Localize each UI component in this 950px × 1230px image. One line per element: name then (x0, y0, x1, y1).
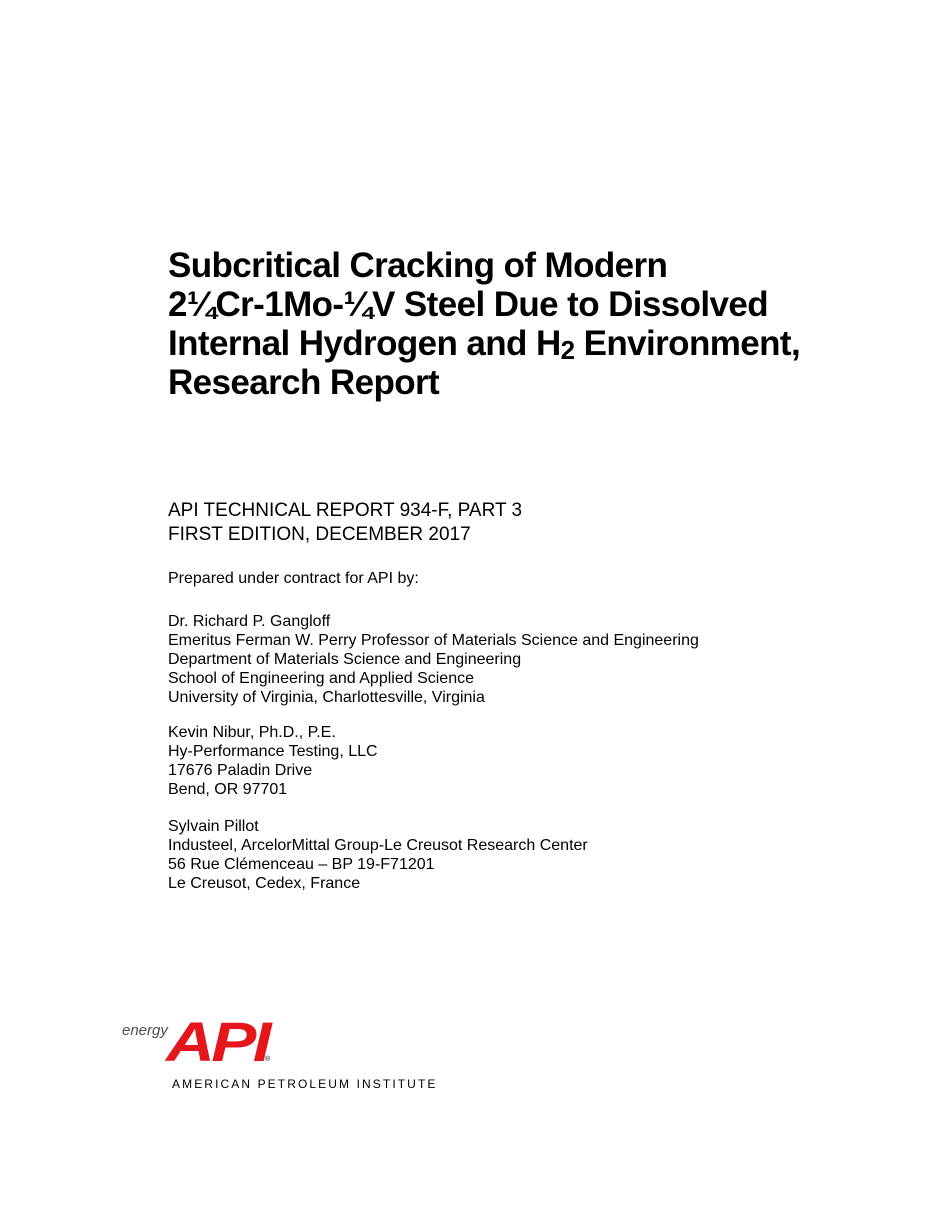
author-title: Emeritus Ferman W. Perry Professor of Materials Science and Engineering (168, 632, 699, 649)
author-block-pillot (168, 817, 588, 893)
author-school: School of Engineering and Applied Science (168, 670, 474, 687)
prepared-by-statement: Prepared under contract for API by: (168, 570, 419, 587)
author-organization: Industeel, ArcelorMittal Group-Le Creusot Research Center (168, 837, 588, 854)
author-department: Department of Materials Science and Engineering (168, 651, 522, 668)
report-edition: FIRST EDITION, DECEMBER 2017 (168, 524, 471, 545)
title-line-1: Subcritical Cracking of Modern (168, 246, 668, 285)
document-title (168, 246, 908, 402)
logo-api-mark: API (163, 1010, 274, 1073)
logo-organization-name: AMERICAN PETROLEUM INSTITUTE (172, 1077, 438, 1091)
author-university: University of Virginia, Charlottesville, Virginia (168, 689, 485, 706)
author-street: 56 Rue Clémenceau – BP 19-F71201 (168, 856, 435, 873)
author-block-gangloff (168, 612, 699, 707)
title-line-2: 2¼Cr-1Mo-¼V Steel Due to Dissolved (168, 285, 769, 324)
author-name: Dr. Richard P. Gangloff (168, 613, 331, 630)
author-block-nibur (168, 723, 378, 799)
logo-registered-mark: ® (265, 1056, 271, 1063)
title-line-3 (168, 324, 908, 363)
author-city: Bend, OR 97701 (168, 781, 288, 798)
title-subscript: 2 (560, 335, 575, 365)
author-city: Le Creusot, Cedex, France (168, 875, 361, 892)
logo-energy-tagline: energy (122, 1022, 168, 1039)
title-line-3-start: Internal Hydrogen and H (168, 324, 561, 363)
report-number: API TECHNICAL REPORT 934-F, PART 3 (168, 500, 523, 521)
title-line-4: Research Report (168, 363, 440, 402)
author-name: Kevin Nibur, Ph.D., P.E. (168, 724, 336, 741)
author-company: Hy-Performance Testing, LLC (168, 743, 378, 760)
author-name: Sylvain Pillot (168, 818, 259, 835)
title-line-3-end: Environment, (574, 324, 801, 363)
author-street: 17676 Paladin Drive (168, 762, 313, 779)
report-identification (168, 499, 522, 547)
